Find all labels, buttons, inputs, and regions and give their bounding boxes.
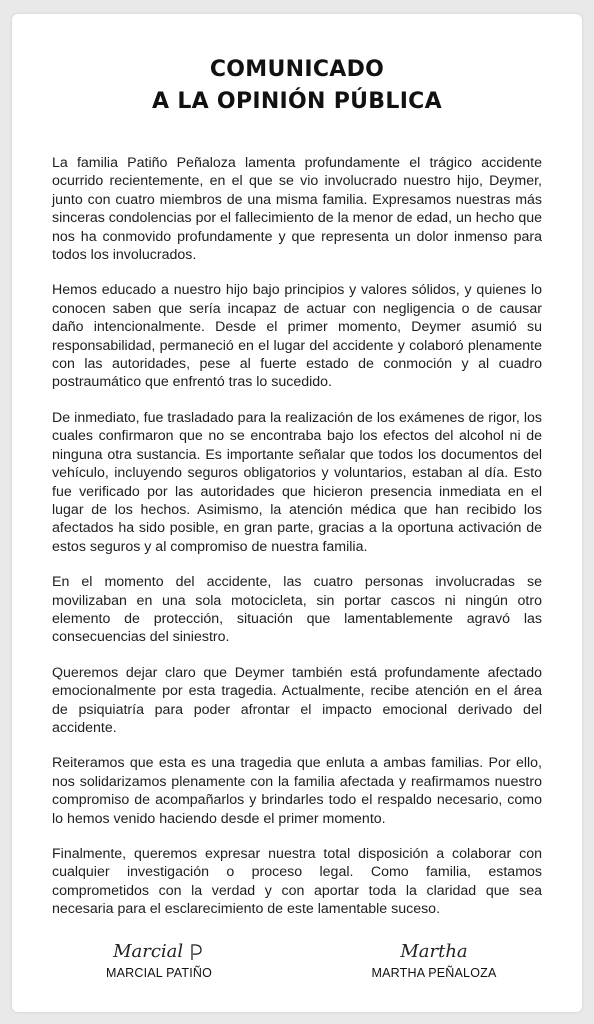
paragraph-1: La familia Patiño Peñaloza lamenta profundamente el trágico accidente ocurrido recientemente, en el que se vio involucrado nuestro hijo, Deymer, junto con cuatro miembros de una misma familia. Expresamos nuestras más sinceras condolencias por el fallecimiento de la menor de edad, un hecho que nos ha conmovido profundamente y que representa un dolor inmenso para todos los involucrados.: [52, 155, 542, 264]
paragraph-7: Finalmente, queremos expresar nuestra total disposición a colaborar con cualquier investigación o proceso legal. Como familia, estamos comprometidos con la verdad y con aportar toda la claridad que sea necesaria para el esclarecimiento de este lamentable suceso.: [52, 846, 542, 918]
paragraph-6: Reiteramos que esta es una tragedia que enluta a ambas familias. Por ello, nos solidarizamos plenamente con la familia afectada y reafirmamos nuestro compromiso de acompañarlos y brindarles todo el respaldo necesario, como lo hemos venido haciendo desde el primer momento.: [52, 755, 542, 827]
paragraph-3: De inmediato, fue trasladado para la realización de los exámenes de rigor, los cuales confirmaron que no se encontraba bajo los efectos del alcohol ni de ninguna otra sustancia. Es importante señalar que todos los documentos del vehículo, incluyendo seguros obligatorios y voluntarios, estaban al día. Esto fue verificado por las autoridades que hicieron presencia inmediata en el lugar de los hechos. Asimismo, la atención médica que han recibido los afectados ha sido posible, en gran parte, gracias a la oportuna activación de estos seguros y al compromiso de nuestra familia.: [52, 409, 542, 555]
signer-name-martha: MARTHA PEÑALOZA: [371, 966, 497, 980]
signature-block-marcial: [94, 938, 224, 980]
signature-flourish-icon: [189, 942, 205, 962]
document-page: [12, 14, 582, 1012]
paragraph-2: Hemos educado a nuestro hijo bajo principios y valores sólidos, y quienes lo conocen saben que sería incapaz de actuar con negligencia o de causar daño intencionalmente. Desde el primer momento, Deymer asumió su responsabilidad, permaneció en el lugar del accidente y colaboró plenamente con las autoridades, pese al fuerte estado de conmoción y al cuadro postraumático que enfrentó tras lo sucedido.: [52, 282, 542, 391]
signer-name-marcial: MARCIAL PATIÑO: [105, 966, 213, 980]
signature-script-marcial: Marcial: [113, 941, 184, 962]
signature-script-martha: Martha: [400, 941, 468, 962]
paragraph-5: Queremos dejar claro que Deymer también está profundamente afectado emocionalmente por esta tragedia. Actualmente, recibe atención en el área de psiquiatría para poder afrontar el impacto emocional derivado del accidente.: [52, 664, 542, 736]
title-line-2: A LA OPINIÓN PÚBLICA: [152, 89, 442, 114]
signature-block-martha: [364, 938, 504, 980]
document-title: [12, 54, 582, 118]
statement-body: [52, 154, 542, 936]
handwritten-signature-martha: [364, 938, 504, 966]
handwritten-signature-marcial: [94, 938, 224, 966]
paragraph-4: En el momento del accidente, las cuatro personas involucradas se movilizaban en una sola motocicleta, sin portar cascos ni ningún otro elemento de protección, situación que lamentablemente agravó las consecuencias del siniestro.: [52, 574, 542, 646]
title-line-1: COMUNICADO: [209, 57, 385, 82]
